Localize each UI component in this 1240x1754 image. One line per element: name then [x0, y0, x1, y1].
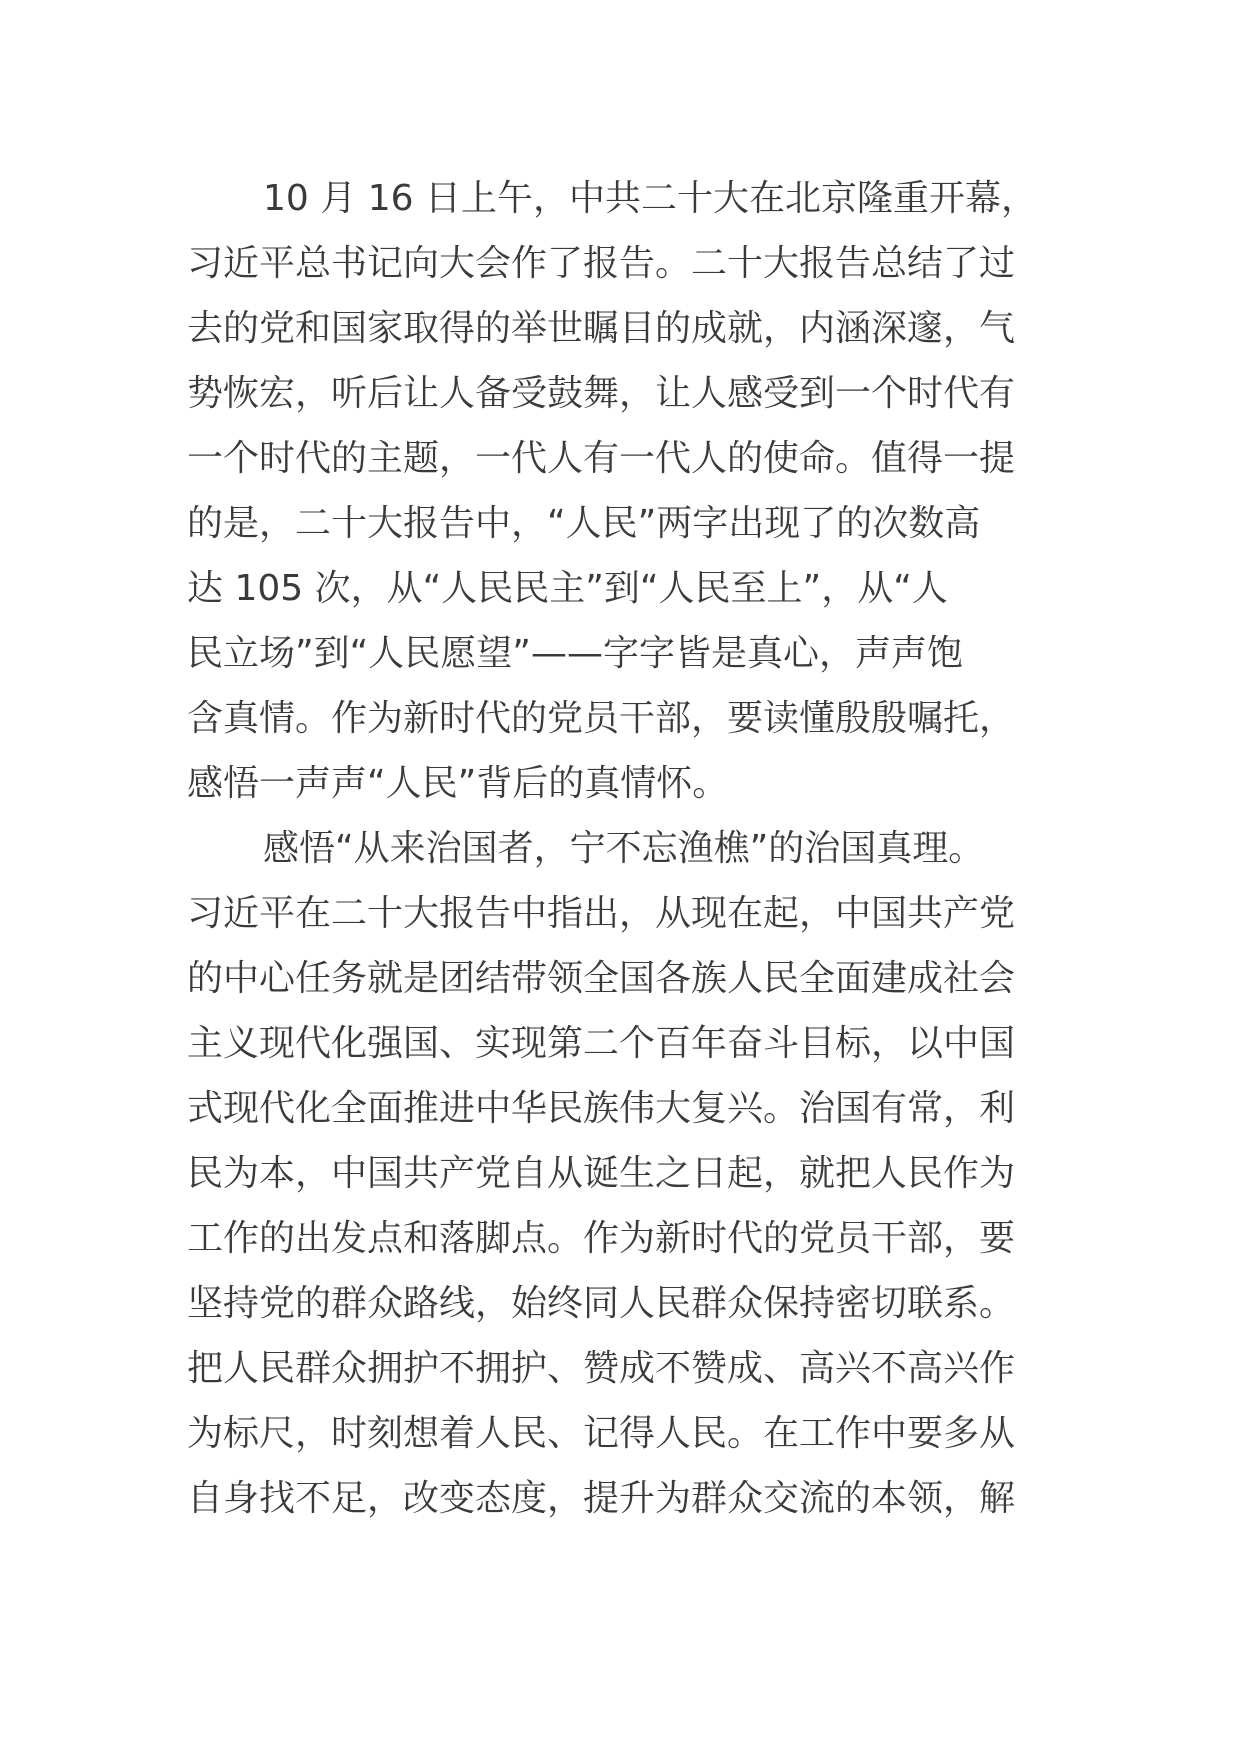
text-line: 10 月 16 日上午，中共二十大在北京隆重开幕，: [263, 178, 1037, 219]
text-line: 民立场”到“人民愿望”——字字皆是真心，声声饱: [187, 633, 963, 674]
text-line: 达 105 次，从“人民民主”到“人民至上”，从“人: [187, 568, 948, 609]
text-line: 习近平总书记向大会作了报告。二十大报告总结了过: [187, 243, 1016, 284]
text-line: 去的党和国家取得的举世瞩目的成就，内涵深邃，气: [187, 308, 1016, 349]
paragraph-2: [187, 816, 1067, 1531]
text-line: 坚持党的群众路线，始终同人民群众保持密切联系。: [187, 1283, 1016, 1324]
text-line: 一个时代的主题，一代人有一代人的使命。值得一提: [187, 438, 1016, 479]
text-line: 工作的出发点和落脚点。作为新时代的党员干部，要: [187, 1218, 1016, 1259]
text-line: 把人民群众拥护不拥护、赞成不赞成、高兴不高兴作: [187, 1348, 1016, 1389]
text-line: 的中心任务就是团结带领全国各族人民全面建成社会: [187, 958, 1016, 999]
text-line: 的是，二十大报告中，“人民”两字出现了的次数高: [187, 503, 981, 544]
text-line: 民为本，中国共产党自从诞生之日起，就把人民作为: [187, 1153, 1016, 1194]
document-body: [187, 166, 1067, 1531]
text-line: 势恢宏，听后让人备受鼓舞，让人感受到一个时代有: [187, 373, 1016, 414]
text-line: 为标尺，时刻想着人民、记得人民。在工作中要多从: [187, 1413, 1016, 1454]
text-line: 主义现代化强国、实现第二个百年奋斗目标，以中国: [187, 1023, 1016, 1064]
text-line: 含真情。作为新时代的党员干部，要读懂殷殷嘱托，: [187, 698, 1016, 739]
text-line: 感悟“从来治国者，宁不忘渔樵”的治国真理。: [263, 828, 985, 869]
text-line: 自身找不足，改变态度，提升为群众交流的本领，解: [187, 1478, 1016, 1519]
paragraph-1: [187, 166, 1067, 816]
text-line: 习近平在二十大报告中指出，从现在起，中国共产党: [187, 893, 1016, 934]
text-line: 式现代化全面推进中华民族伟大复兴。治国有常，利: [187, 1088, 1016, 1129]
text-line: 感悟一声声“人民”背后的真情怀。: [187, 763, 729, 804]
